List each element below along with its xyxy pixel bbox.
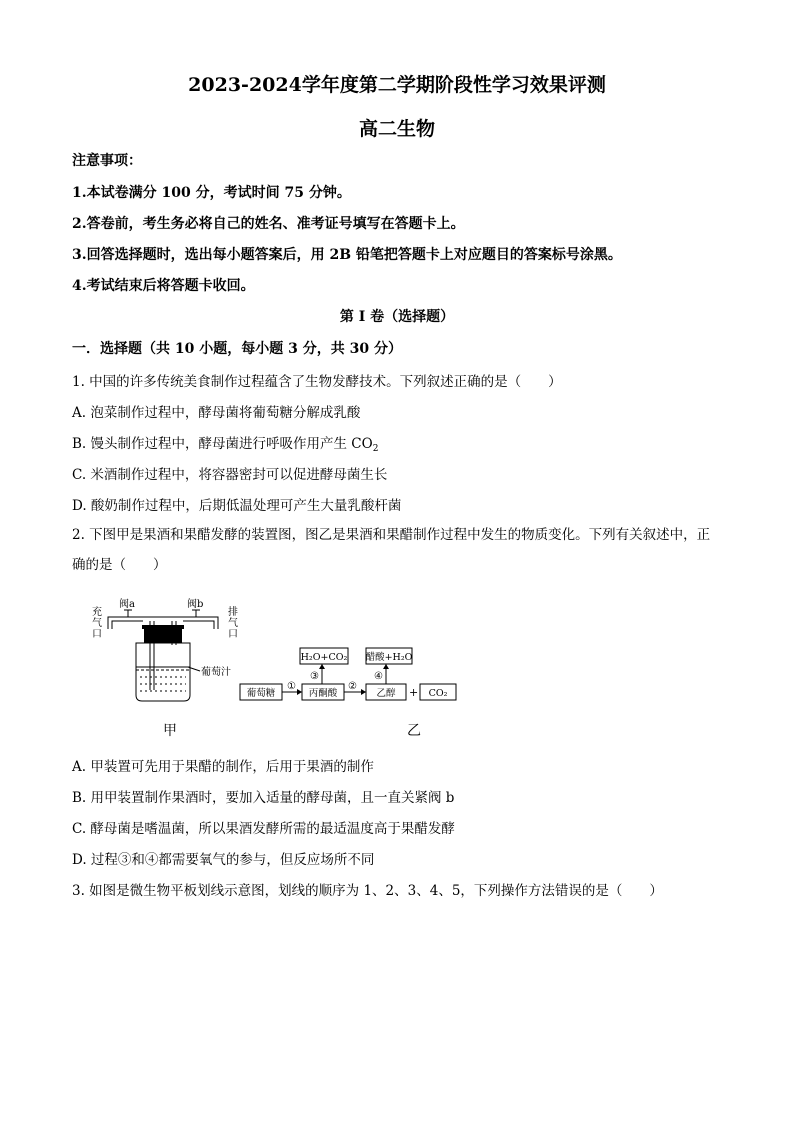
notice-item-2: 2.答卷前，考生务必将自己的姓名、准考证号填写在答题卡上。 [72,216,465,232]
inlet-char-1: 充 [92,607,102,618]
step-1-label: ① [287,681,296,692]
question-2-option-b: B. 用甲装置制作果酒时，要加入适量的酵母菌，且一直关紧阀 b [72,790,455,806]
question-2-stem: 2. 下图甲是果酒和果醋发酵的装置图，图乙是果酒和果醋制作过程中发生的物质变化。下列有关叙述中，正确的是（ ） [72,527,711,573]
co2-box: CO₂ [428,688,448,699]
notice-item-3: 3.回答选择题时，选出每小题答案后，用 2B 铅笔把答题卡上对应题目的答案标号涂黑。 [72,247,622,263]
section-heading: 一．选择题（共 10 小题，每小题 3 分，共 30 分） [72,341,402,357]
pyruvate-box: 丙酮酸 [308,688,338,699]
question-1-option-d: D. 酸奶制作过程中，后期低温处理可产生大量乳酸杆菌 [72,498,402,514]
question-1-option-a: A. 泡菜制作过程中，酵母菌将葡萄糖分解成乳酸 [72,405,361,421]
metabolic-pathway-figure [236,642,462,708]
inlet-char-2: 气 [92,618,102,629]
question-1-option-c: C. 米酒制作过程中，将容器密封可以促进酵母菌生长 [72,467,388,483]
plus-sign: + [409,686,419,699]
step-2-label: ② [348,681,357,692]
valve-b-label: 阀b [187,599,204,610]
notice-item-1: 1.本试卷满分 100 分，考试时间 75 分钟。 [72,185,351,201]
question-2-option-d: D. 过程③和④都需要氧气的参与，但反应场所不同 [72,852,375,868]
question-2-option-a: A. 甲装置可先用于果醋的制作，后用于果酒的制作 [72,759,374,775]
valve-a-label: 阀a [119,599,135,610]
notice-heading: 注意事项： [72,153,142,169]
question-1-option-b: B. 馒头制作过程中，酵母菌进行呼吸作用产生 $CO_2$ [72,436,379,454]
figure-yi-caption: 乙 [407,723,421,739]
h2o-co2-box: H₂O+CO₂ [300,652,348,663]
glucose-box: 葡萄糖 [246,688,276,699]
exam-title: 2023-2024学年度第二学期阶段性学习效果评测 [188,74,606,96]
question-2-option-c: C. 酵母菌是嗜温菌，所以果酒发酵所需的最适温度高于果醋发酵 [72,821,455,837]
ethanol-box: 乙醇 [376,688,396,699]
figure-jia-caption: 甲 [163,723,177,739]
acetic-acid-box: 醋酸+H₂O [365,652,413,663]
step-4-label: ④ [374,671,383,682]
outlet-char-2: 气 [228,618,238,629]
part-title: 第 I 卷（选择题） [339,309,455,325]
grape-juice-label: 葡萄汁 [201,667,231,678]
question-3-stem: 3. 如图是微生物平板划线示意图，划线的顺序为 1、2、3、4、5，下列操作方法错误的是（ ） [72,883,663,899]
outlet-char-3: 口 [228,629,238,640]
question-1-stem: 1. 中国的许多传统美食制作过程蕴含了生物发酵技术。下列叙述正确的是（ ） [72,374,562,390]
step-3-label: ③ [310,671,319,682]
subject-title: 高二生物 [358,118,435,140]
fermentation-apparatus-figure [88,595,248,707]
outlet-char-1: 排 [228,607,238,618]
inlet-char-3: 口 [92,629,102,640]
notice-item-4: 4.考试结束后将答题卡收回。 [72,278,255,294]
